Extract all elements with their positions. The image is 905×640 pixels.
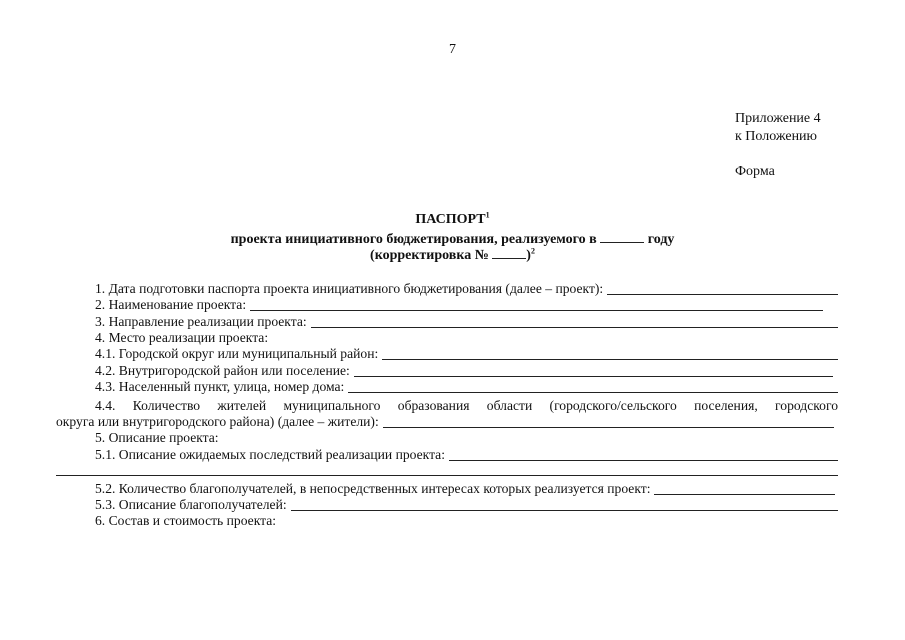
item-1 [95, 281, 838, 297]
item-3-field[interactable] [311, 315, 838, 328]
item-5-3 [95, 497, 838, 513]
item-4-2-label: 4.2. Внутригородской район или поселение: [95, 363, 350, 378]
subtitle-prefix: проекта инициативного бюджетирования, реализуемого в [230, 232, 601, 247]
correction-prefix: (корректировка № [370, 248, 493, 263]
title-footnote-mark: 1 [485, 210, 490, 220]
correction-suffix: ) [526, 248, 531, 263]
item-4-2 [95, 363, 833, 379]
correction-number-blank[interactable] [492, 246, 526, 259]
item-4-1-label: 4.1. Городской округ или муниципальный район: [95, 346, 379, 361]
correction-footnote-mark: 2 [530, 246, 535, 256]
item-5 [95, 430, 219, 446]
item-3 [95, 314, 838, 330]
subtitle-suffix: году [644, 232, 675, 247]
item-5-1-field[interactable] [449, 448, 838, 461]
item-4-1 [95, 346, 838, 362]
item-4-3-field[interactable] [348, 380, 838, 393]
item-5-2-field[interactable] [654, 482, 835, 495]
item-5-2-label: 5.2. Количество благополучателей, в непосредственных интересах которых реализуется проект: [95, 481, 651, 496]
page-number: 7 [449, 42, 456, 57]
item-2 [95, 297, 823, 313]
item-5-3-label: 5.3. Описание благополучателей: [95, 497, 287, 512]
form-label: Форма [735, 164, 775, 179]
item-3-label: 3. Направление реализации проекта: [95, 314, 307, 329]
item-5-label: 5. Описание проекта: [95, 430, 219, 445]
item-5-1-label: 5.1. Описание ожидаемых последствий реализации проекта: [95, 447, 445, 462]
item-4 [95, 330, 268, 346]
item-6 [95, 513, 276, 529]
item-4-4-label: округа или внутригородского района) (далее – жители): [56, 414, 379, 429]
year-blank[interactable] [600, 230, 644, 243]
appendix-line-1: Приложение 4 [735, 111, 821, 126]
item-6-label: 6. Состав и стоимость проекта: [95, 513, 277, 528]
item-4-2-field[interactable] [354, 364, 833, 377]
item-1-label: 1. Дата подготовки паспорта проекта инициативного бюджетирования (далее – проект): [95, 281, 604, 296]
item-5-1-continuation-field[interactable] [56, 475, 838, 476]
item-4-3 [95, 379, 838, 395]
item-2-label: 2. Наименование проекта: [95, 297, 247, 312]
item-4-4-line-1: 4.4. Количество жителей муниципального образования области (городского/сельского поселения, городского [95, 398, 838, 413]
item-4-4-line-2 [56, 414, 834, 430]
document-title [0, 212, 905, 228]
item-5-1 [95, 447, 838, 463]
appendix-line-2: к Положению [735, 129, 818, 144]
correction-line [0, 246, 905, 264]
item-4-3-label: 4.3. Населенный пункт, улица, номер дома: [95, 379, 345, 394]
item-4-1-field[interactable] [382, 347, 838, 360]
item-5-2 [95, 481, 835, 497]
item-4-4-field[interactable] [383, 415, 834, 428]
item-5-3-field[interactable] [291, 498, 838, 511]
item-2-field[interactable] [250, 298, 823, 311]
item-4-label: 4. Место реализации проекта: [95, 330, 269, 345]
title-text: ПАСПОРТ [415, 212, 486, 227]
item-1-field[interactable] [607, 282, 838, 295]
